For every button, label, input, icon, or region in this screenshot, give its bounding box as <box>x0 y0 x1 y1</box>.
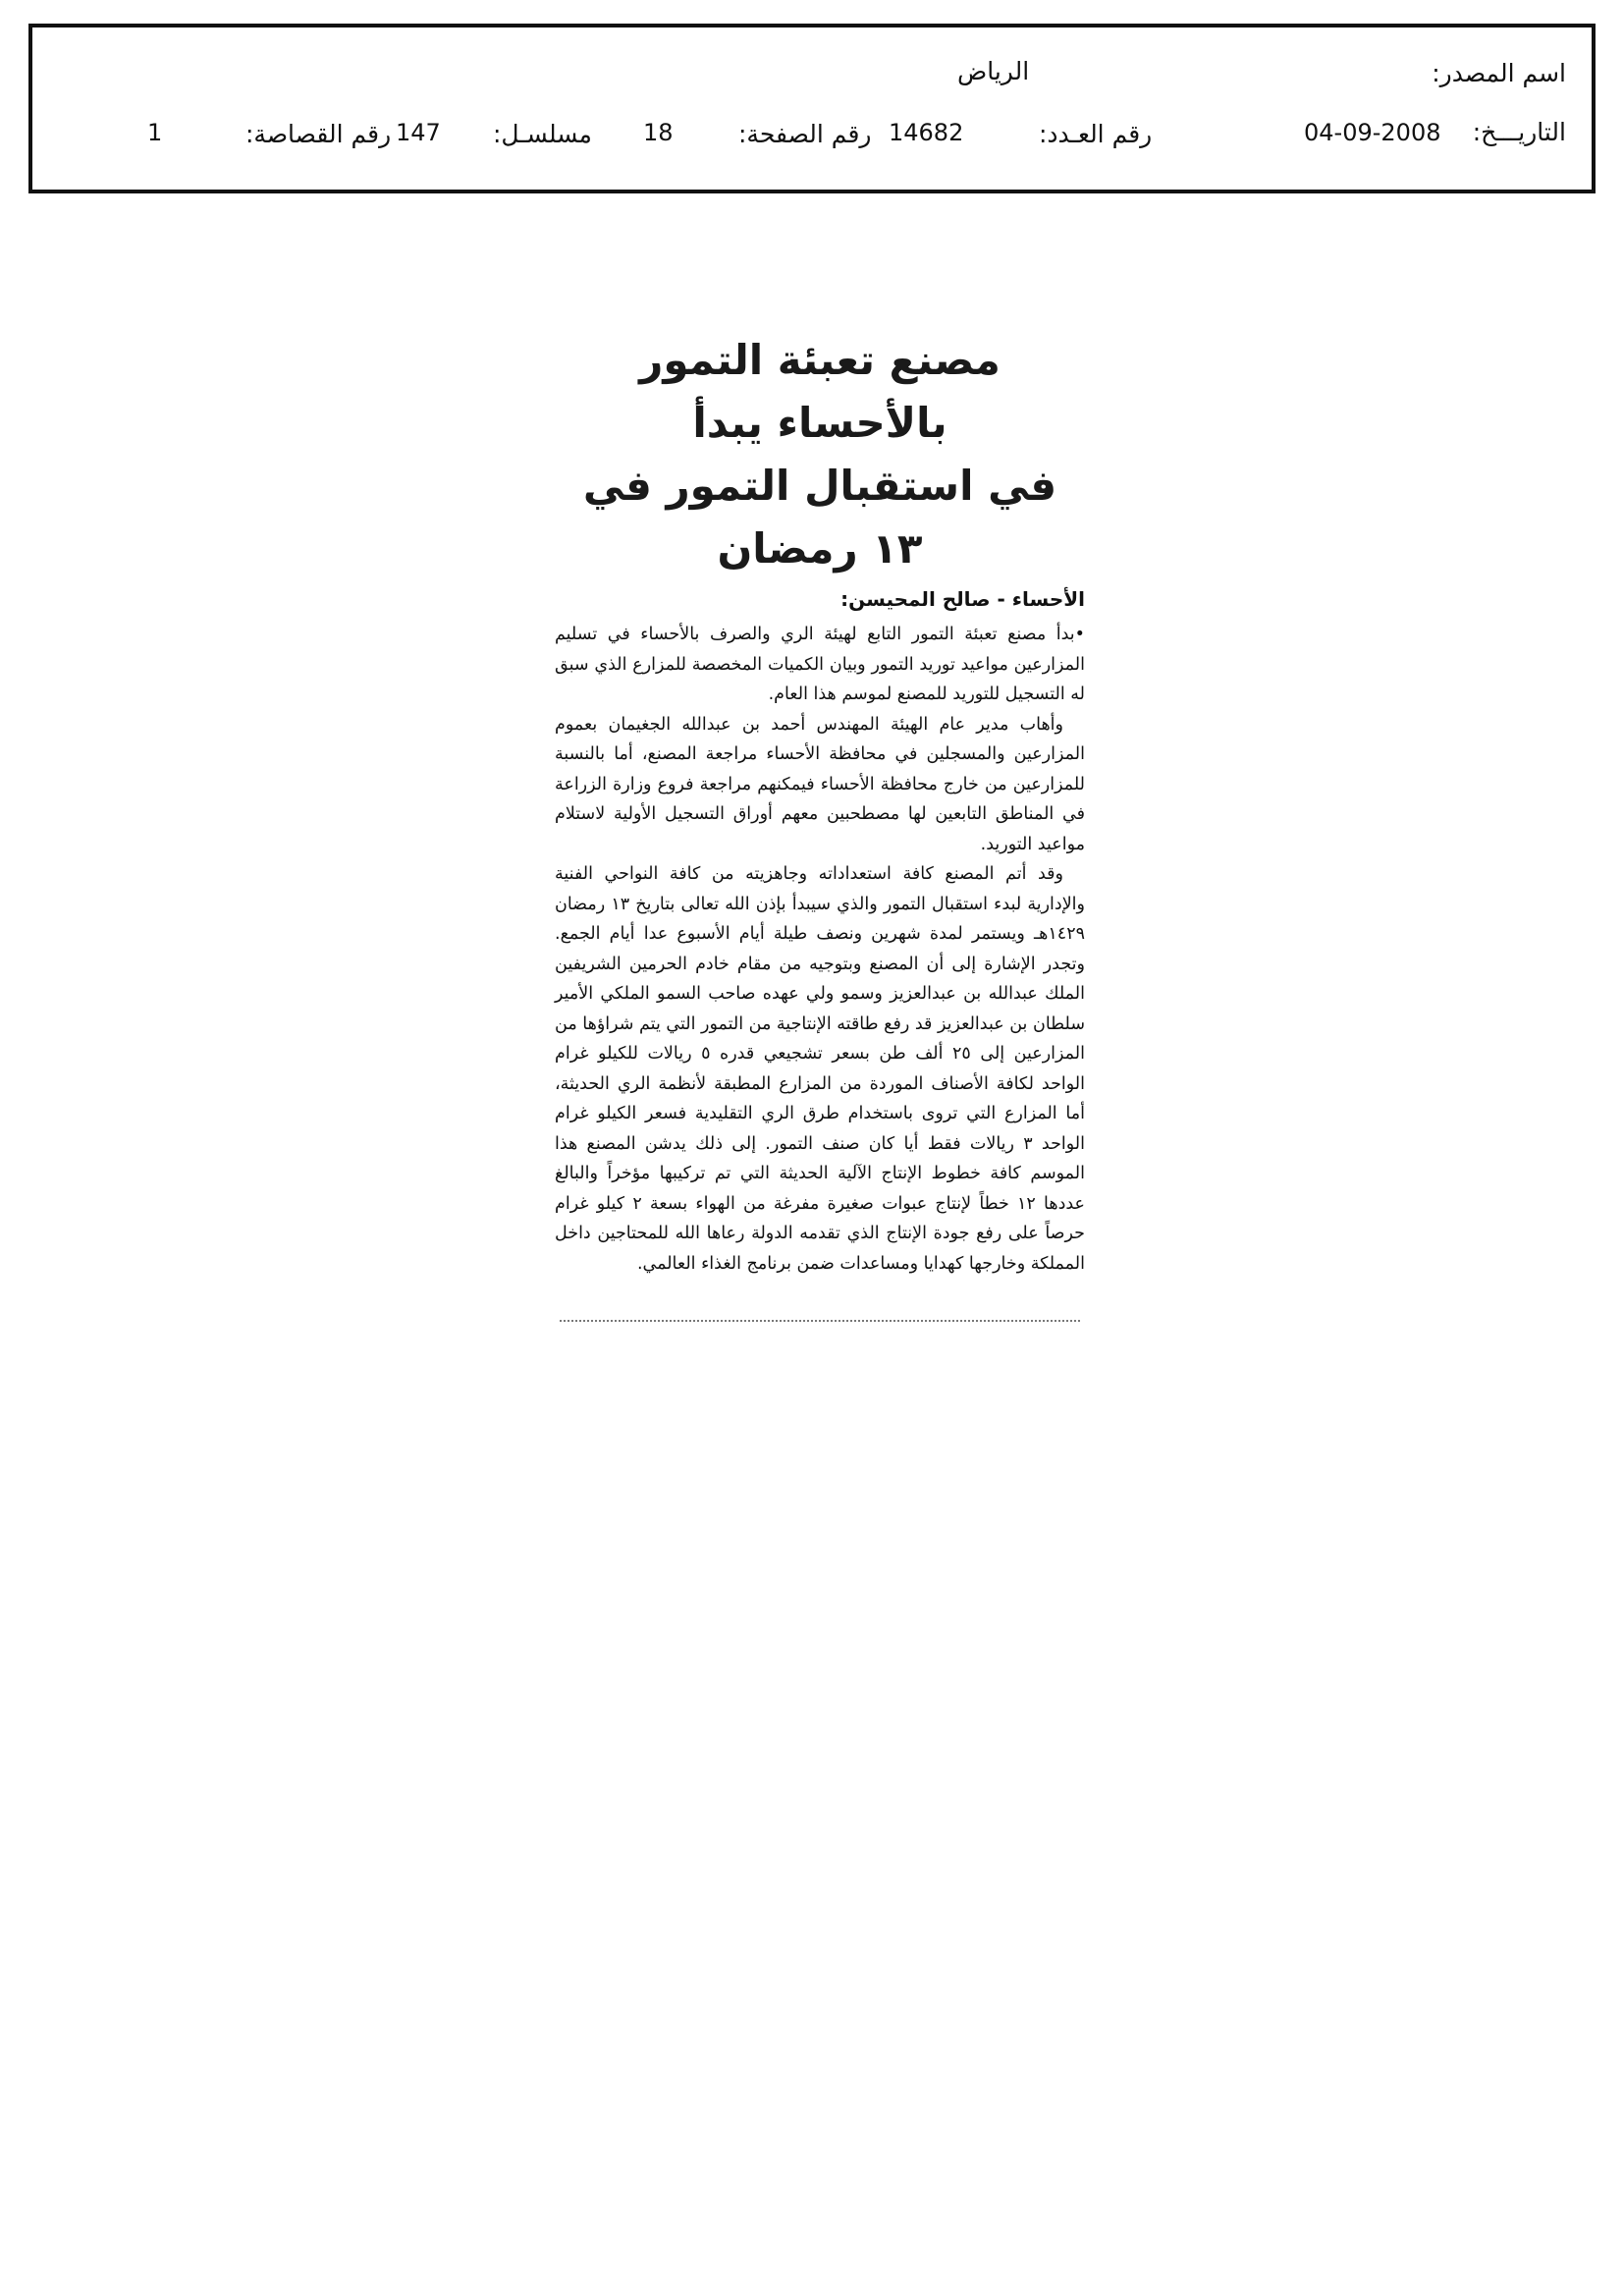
article-title-line-2: في استقبال التمور في ١٣ رمضان <box>582 462 1057 573</box>
page-label: رقم الصفحة: <box>738 120 872 148</box>
article-paragraph: وقد أتم المصنع كافة استعداداته وجاهزيته من كافة النواحي الفنية والإدارية لبدء استقبال التمور والذي سيبدأ بإذن الله تعالى بتاريخ ١٣ رمضان ١٤٢٩هـ ويستمر لمدة شهرين ونصف طيلة أيام الأسبوع عدا أيام الجمع. وتجدر الإشارة إلى أن المصنع وبتوجيه من مقام خادم الحرمين الشريفين الملك عبدالله بن عبدالعزيز وسمو ولي عهده صاحب السمو الملكي الأمير سلطان بن عبدالعزيز قد رفع طاقته الإنتاجية من التمور التي يتم شراؤها من المزارعين إلى ٢٥ ألف طن بسعر تشجيعي قدره ٥ ريالات للكيلو غرام الواحد لكافة الأصناف الموردة من المزارع المطبقة لأنظمة الري الحديثة، أما المزارع التي تروى باستخدام طرق الري التقليدية فسعر الكيلو غرام الواحد ٣ ريالات فقط أيا كان صنف التمور. إلى ذلك يدشن المصنع هذا الموسم كافة خطوط الإنتاج الآلية الحديثة التي تم تركيبها مؤخراً والبالغ عددها ١٢ خطاً لإنتاج عبوات صغيرة مفرغة من الهواء بسعة ٢ كيلو غرام حرصاً على رفع جودة الإنتاج الذي تقدمه الدولة رعاها الله للمحتاجين داخل المملكة وخارجها كهدايا ومساعدات ضمن برنامج الغذاء العالمي. <box>555 864 1085 1274</box>
article-paragraph: •بدأ مصنع تعبئة التمور التابع لهيئة الري والصرف بالأحساء في تسليم المزارعين مواعيد توريد التمور وبيان الكميات المخصصة للمزارع الذي سبق له التسجيل للتوريد للمصنع لموسم هذا العام. <box>555 625 1085 704</box>
clipping-header-box <box>28 24 1596 193</box>
date-label: التاريـــخ: <box>1472 118 1566 146</box>
page-value: 18 <box>643 119 674 146</box>
serial-label: مسلسـل: <box>493 120 592 148</box>
source-label: اسم المصدر: <box>1432 59 1566 87</box>
article-paragraph: وأهاب مدير عام الهيئة المهندس أحمد بن عبدالله الجغيمان بعموم المزارعين والمسجلين في محافظة الأحساء مراجعة المصنع، أما بالنسبة للمزارعين من خارج محافظة الأحساء فيمكنهم مراجعة فروع وزارة الزراعة في المناطق التابعين لها مصطحبين معهم أوراق التسجيل الأولية لاستلام مواعيد التوريد. <box>555 714 1085 854</box>
serial-value: 147 <box>396 119 441 146</box>
article-title-line-1: مصنع تعبئة التمور بالأحساء يبدأ <box>639 336 1001 447</box>
issue-label: رقم العـدد: <box>1039 120 1153 148</box>
clipping-bottom-rule <box>560 1320 1080 1322</box>
article-byline: الأحساء - صالح المحيسن: <box>840 587 1085 611</box>
date-value: 04-09-2008 <box>1304 119 1441 146</box>
issue-value: 14682 <box>889 119 964 146</box>
clip-value: 1 <box>147 119 163 146</box>
clip-label: رقم القصاصة: <box>245 120 392 148</box>
source-value: الرياض <box>957 57 1030 85</box>
newspaper-clipping <box>555 329 1085 1331</box>
